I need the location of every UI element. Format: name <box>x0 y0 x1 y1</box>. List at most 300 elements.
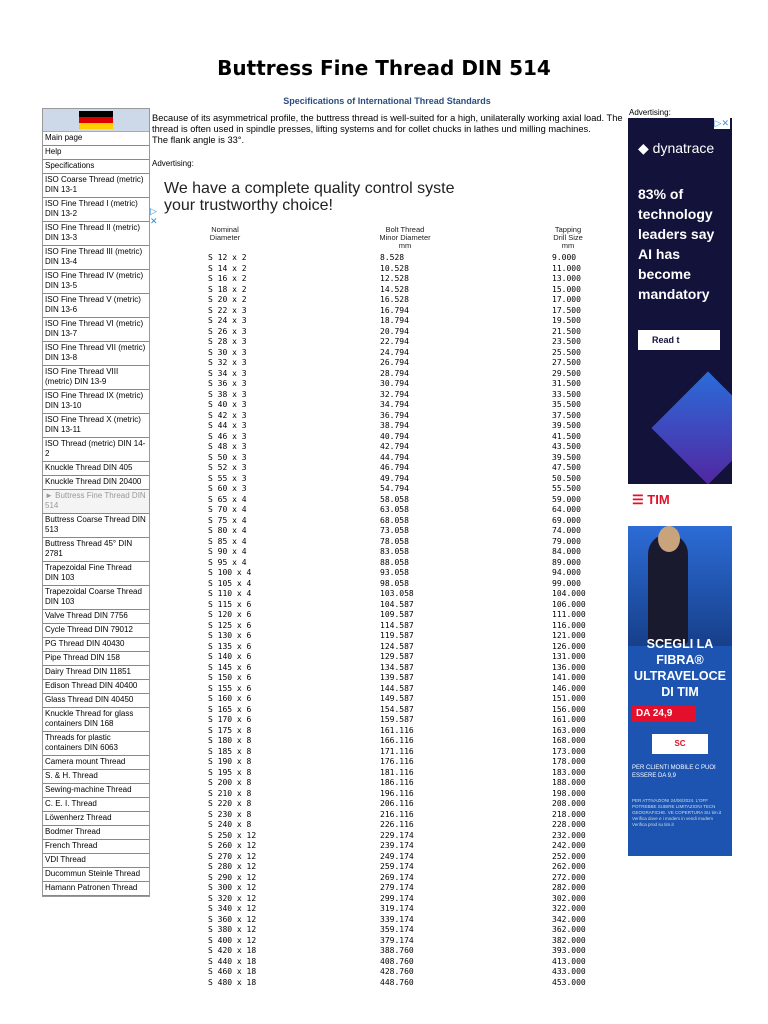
drill-size-cell: 41.500 <box>552 431 581 441</box>
minor-diameter-cell: 359.174 <box>380 925 414 934</box>
nominal-diameter-cell: S 420 x 18 <box>208 946 257 955</box>
minor-diameter-cell: 161.116 <box>380 725 414 735</box>
table-row <box>150 579 624 590</box>
tim-price-badge: DA 24,9 <box>632 706 696 722</box>
minor-diameter-cell: 93.058 <box>380 568 409 577</box>
sidebar-item[interactable]: Sewing-machine Thread <box>43 784 149 798</box>
nominal-diameter-cell: S 40 x 3 <box>208 400 247 409</box>
table-row <box>150 621 624 632</box>
tim-headline: SCEGLI LA FIBRA® ULTRAVELOCE DI TIM <box>634 637 726 699</box>
minor-diameter-cell: 279.174 <box>380 883 414 892</box>
minor-diameter-cell: 181.116 <box>380 767 414 777</box>
sidebar-item[interactable]: ISO Fine Thread IX (metric) DIN 13-10 <box>43 390 149 414</box>
drill-size-cell: 382.000 <box>552 935 586 945</box>
nominal-diameter-cell: S 95 x 4 <box>208 557 247 567</box>
nominal-diameter-cell: S 170 x 6 <box>208 715 252 724</box>
nominal-diameter-cell: S 44 x 3 <box>208 421 247 430</box>
sidebar-item[interactable]: ISO Fine Thread VIII (metric) DIN 13-9 <box>43 366 149 390</box>
drill-size-cell: 27.500 <box>552 358 581 367</box>
table-row <box>150 558 624 569</box>
drill-size-cell: 178.000 <box>552 757 586 766</box>
nominal-diameter-cell: S 220 x 8 <box>208 799 252 808</box>
sidebar-item[interactable]: Cycle Thread DIN 79012 <box>43 624 149 638</box>
nominal-diameter-cell: S 480 x 18 <box>208 977 257 987</box>
table-row <box>150 841 624 852</box>
minor-diameter-cell: 30.794 <box>380 379 409 388</box>
table-row <box>150 264 624 275</box>
table-row <box>150 442 624 453</box>
nominal-diameter-cell: S 80 x 4 <box>208 526 247 535</box>
nominal-diameter-cell: S 120 x 6 <box>208 610 252 619</box>
col-header-drill-size: Tapping Drill Size mm <box>553 225 583 250</box>
nominal-diameter-cell: S 400 x 12 <box>208 935 257 945</box>
table-row <box>150 589 624 600</box>
table-row <box>150 568 624 579</box>
sidebar-item[interactable]: VDI Thread <box>43 854 149 868</box>
sidebar-item[interactable]: Threads for plastic containers DIN 6063 <box>43 732 149 756</box>
table-row <box>150 610 624 621</box>
nominal-diameter-cell: S 28 x 3 <box>208 337 247 346</box>
nominal-diameter-cell: S 460 x 18 <box>208 967 257 976</box>
drill-size-cell: 228.000 <box>552 820 586 829</box>
table-row <box>150 390 624 401</box>
nominal-diameter-cell: S 20 x 2 <box>208 295 247 304</box>
minor-diameter-cell: 119.587 <box>380 631 414 640</box>
nominal-diameter-cell: S 360 x 12 <box>208 914 257 924</box>
minor-diameter-cell: 109.587 <box>380 610 414 619</box>
drill-size-cell: 242.000 <box>552 841 586 850</box>
tim-header <box>628 486 732 526</box>
drill-size-cell: 31.500 <box>552 379 581 388</box>
sidebar-item[interactable]: ISO Fine Thread I (metric) DIN 13-2 <box>43 198 149 222</box>
nominal-diameter-cell: S 340 x 12 <box>208 904 257 913</box>
nominal-diameter-cell: S 135 x 6 <box>208 641 252 651</box>
table-row <box>150 810 624 821</box>
drill-size-cell: 69.000 <box>552 515 581 525</box>
sidebar-item[interactable]: C. E. I. Thread <box>43 798 149 812</box>
minor-diameter-cell: 319.174 <box>380 904 414 913</box>
sidebar-item[interactable]: Glass Thread DIN 40450 <box>43 694 149 708</box>
dynatrace-headline: 83% of technology leaders say AI has become mandatory <box>638 186 715 302</box>
nominal-diameter-cell: S 200 x 8 <box>208 778 252 787</box>
sidebar-item[interactable]: Knuckle Thread for glass containers DIN 168 <box>43 708 149 732</box>
sidebar-item[interactable]: Trapezoidal Coarse Thread DIN 103 <box>43 586 149 610</box>
adchoices-close-icon[interactable]: ▷✕ <box>714 118 729 128</box>
drill-size-cell: 79.000 <box>552 536 581 546</box>
table-row <box>150 369 624 380</box>
minor-diameter-cell: 129.587 <box>380 652 414 661</box>
drill-size-cell: 453.000 <box>552 977 586 987</box>
minor-diameter-cell: 216.116 <box>380 809 414 819</box>
nominal-diameter-cell: S 440 x 18 <box>208 956 257 966</box>
sidebar-nav <box>42 108 150 897</box>
drill-size-cell: 39.500 <box>552 452 581 462</box>
language-flag-bar <box>43 109 149 132</box>
minor-diameter-cell: 34.794 <box>380 400 409 409</box>
drill-size-cell: 11.000 <box>552 263 581 273</box>
nominal-diameter-cell: S 34 x 3 <box>208 368 247 378</box>
sidebar-item[interactable]: Specifications <box>43 160 149 174</box>
drill-size-cell: 168.000 <box>552 736 586 745</box>
intro-paragraph: Because of its asymmetrical profile, the buttress thread is well-suited for a high, unilaterally working axial load. The thread is often used in spindle presses, lifting systems and for collet chucks in lathes und milling machines. <box>152 113 623 134</box>
minor-diameter-cell: 379.174 <box>380 935 414 945</box>
nominal-diameter-cell: S 260 x 12 <box>208 841 257 850</box>
drill-size-cell: 173.000 <box>552 746 586 756</box>
table-row <box>150 663 624 674</box>
drill-size-cell: 19.500 <box>552 316 581 325</box>
drill-size-cell: 35.500 <box>552 400 581 409</box>
drill-size-cell: 198.000 <box>552 788 586 798</box>
page-subtitle: Specifications of International Thread Standards <box>283 96 491 106</box>
minor-diameter-cell: 159.587 <box>380 715 414 724</box>
minor-diameter-cell: 144.587 <box>380 683 414 693</box>
table-row <box>150 747 624 758</box>
nominal-diameter-cell: S 160 x 6 <box>208 694 252 703</box>
sidebar-item[interactable]: Main page <box>43 132 149 146</box>
minor-diameter-cell: 83.058 <box>380 547 409 556</box>
thread-table <box>150 253 624 988</box>
drill-size-cell: 59.000 <box>552 494 581 504</box>
table-row <box>150 505 624 516</box>
table-row <box>150 421 624 432</box>
nominal-diameter-cell: S 155 x 6 <box>208 683 252 693</box>
sidebar-item[interactable]: ISO Fine Thread VII (metric) DIN 13-8 <box>43 342 149 366</box>
sidebar-item[interactable]: ISO Fine Thread VI (metric) DIN 13-7 <box>43 318 149 342</box>
minor-diameter-cell: 73.058 <box>380 526 409 535</box>
page-title: Buttress Fine Thread DIN 514 <box>217 56 551 80</box>
drill-size-cell: 342.000 <box>552 914 586 924</box>
minor-diameter-cell: 68.058 <box>380 515 409 525</box>
minor-diameter-cell: 299.174 <box>380 893 414 903</box>
drill-size-cell: 262.000 <box>552 862 586 871</box>
col-header-minor-diameter: Bolt Thread Minor Diameter mm <box>379 225 431 250</box>
drill-size-cell: 17.000 <box>552 295 581 304</box>
nominal-diameter-cell: S 52 x 3 <box>208 463 247 472</box>
table-row <box>150 789 624 800</box>
nominal-diameter-cell: S 14 x 2 <box>208 263 247 273</box>
minor-diameter-cell: 388.760 <box>380 946 414 955</box>
table-row <box>150 327 624 338</box>
nominal-diameter-cell: S 46 x 3 <box>208 431 247 441</box>
sidebar-item[interactable]: Knuckle Thread DIN 405 <box>43 462 149 476</box>
drill-size-cell: 9.000 <box>552 253 577 262</box>
table-row <box>150 736 624 747</box>
table-row <box>150 715 624 726</box>
table-row <box>150 705 624 716</box>
drill-size-cell: 17.500 <box>552 305 581 315</box>
minor-diameter-cell: 171.116 <box>380 746 414 756</box>
nominal-diameter-cell: S 280 x 12 <box>208 862 257 871</box>
nominal-diameter-cell: S 210 x 8 <box>208 788 252 798</box>
sidebar-item[interactable]: ISO Fine Thread X (metric) DIN 13-11 <box>43 414 149 438</box>
advertising-label-right: Advertising: <box>629 108 671 117</box>
drill-size-cell: 89.000 <box>552 557 581 567</box>
table-row <box>150 925 624 936</box>
table-row <box>150 295 624 306</box>
sidebar-item[interactable]: ISO Fine Thread III (metric) DIN 13-4 <box>43 246 149 270</box>
table-row <box>150 516 624 527</box>
nominal-diameter-cell: S 380 x 12 <box>208 925 257 934</box>
sidebar-item[interactable]: Hamann Patronen Thread <box>43 882 149 896</box>
banner-ad-line-1[interactable]: We have a complete quality control syste <box>164 180 455 197</box>
minor-diameter-cell: 14.528 <box>380 284 409 294</box>
nominal-diameter-cell: S 60 x 3 <box>208 484 247 493</box>
minor-diameter-cell: 149.587 <box>380 694 414 703</box>
nominal-diameter-cell: S 90 x 4 <box>208 547 247 556</box>
table-row <box>150 946 624 957</box>
minor-diameter-cell: 104.587 <box>380 599 414 609</box>
minor-diameter-cell: 176.116 <box>380 757 414 766</box>
minor-diameter-cell: 8.528 <box>380 253 405 262</box>
drill-size-cell: 64.000 <box>552 505 581 514</box>
minor-diameter-cell: 239.174 <box>380 841 414 850</box>
drill-size-cell: 282.000 <box>552 883 586 892</box>
table-row <box>150 274 624 285</box>
sidebar-list <box>43 132 149 896</box>
drill-size-cell: 126.000 <box>552 641 586 651</box>
drill-size-cell: 111.000 <box>552 610 586 619</box>
sidebar-item[interactable]: Buttress Thread 45° DIN 2781 <box>43 538 149 562</box>
nominal-diameter-cell: S 230 x 8 <box>208 809 252 819</box>
drill-size-cell: 15.000 <box>552 284 581 294</box>
minor-diameter-cell: 186.116 <box>380 778 414 787</box>
dynatrace-cta-button[interactable]: Read t <box>638 330 720 350</box>
drill-size-cell: 136.000 <box>552 662 586 672</box>
minor-diameter-cell: 44.794 <box>380 452 409 462</box>
table-row <box>150 768 624 779</box>
table-row <box>150 673 624 684</box>
table-row <box>150 316 624 327</box>
table-row <box>150 967 624 978</box>
table-row <box>150 820 624 831</box>
drill-size-cell: 33.500 <box>552 389 581 399</box>
table-row <box>150 631 624 642</box>
drill-size-cell: 252.000 <box>552 851 586 861</box>
minor-diameter-cell: 63.058 <box>380 505 409 514</box>
sidebar-item[interactable]: ► Buttress Fine Thread DIN 514 <box>43 490 149 514</box>
german-flag-icon[interactable] <box>79 111 113 129</box>
table-row <box>150 547 624 558</box>
flank-angle-text: The flank angle is 33°. <box>152 135 245 145</box>
table-row <box>150 411 624 422</box>
minor-diameter-cell: 32.794 <box>380 389 409 399</box>
nominal-diameter-cell: S 175 x 8 <box>208 725 252 735</box>
tim-ad[interactable] <box>628 486 732 856</box>
cube-graphic-icon <box>651 371 732 484</box>
minor-diameter-cell: 339.174 <box>380 914 414 924</box>
nominal-diameter-cell: S 125 x 6 <box>208 620 252 630</box>
table-row <box>150 883 624 894</box>
drill-size-cell: 302.000 <box>552 893 586 903</box>
sidebar-item[interactable]: PG Thread DIN 40430 <box>43 638 149 652</box>
sidebar-item[interactable]: Ducommun Steinle Thread <box>43 868 149 882</box>
minor-diameter-cell: 18.794 <box>380 316 409 325</box>
sidebar-item[interactable]: Knuckle Thread DIN 20400 <box>43 476 149 490</box>
tim-legal-text: PER ATTIVAZIONI 24/06/2024. L'OFF POTREBBE SUBIRE LIMITAZIONI TECN GEOGRAFICHE. VE COPERTURA SU tim.it Verifica dove e i modem in vendi modem Verifica prod su tim.it <box>632 798 722 827</box>
minor-diameter-cell: 88.058 <box>380 557 409 567</box>
sidebar-item[interactable]: Buttress Coarse Thread DIN 513 <box>43 514 149 538</box>
drill-size-cell: 84.000 <box>552 547 581 556</box>
drill-size-cell: 37.500 <box>552 410 581 420</box>
sidebar-item[interactable]: Dairy Thread DIN 11851 <box>43 666 149 680</box>
drill-size-cell: 183.000 <box>552 767 586 777</box>
minor-diameter-cell: 16.528 <box>380 295 409 304</box>
dynatrace-logo: ◆ dynatrace <box>638 140 715 156</box>
drill-size-cell: 322.000 <box>552 904 586 913</box>
sidebar-item[interactable]: ISO Fine Thread V (metric) DIN 13-6 <box>43 294 149 318</box>
nominal-diameter-cell: S 24 x 3 <box>208 316 247 325</box>
sidebar-item[interactable]: French Thread <box>43 840 149 854</box>
sidebar-item[interactable]: Pipe Thread DIN 158 <box>43 652 149 666</box>
table-row <box>150 348 624 359</box>
nominal-diameter-cell: S 130 x 6 <box>208 631 252 640</box>
drill-size-cell: 13.000 <box>552 274 581 283</box>
sidebar-item[interactable]: ISO Fine Thread IV (metric) DIN 13-5 <box>43 270 149 294</box>
nominal-diameter-cell: S 18 x 2 <box>208 284 247 294</box>
tim-cta-button[interactable]: SC <box>652 734 708 754</box>
minor-diameter-cell: 49.794 <box>380 473 409 483</box>
drill-size-cell: 99.000 <box>552 578 581 588</box>
drill-size-cell: 121.000 <box>552 631 586 640</box>
advertising-label: Advertising: <box>152 159 194 168</box>
nominal-diameter-cell: S 300 x 12 <box>208 883 257 892</box>
drill-size-cell: 104.000 <box>552 589 586 598</box>
drill-size-cell: 146.000 <box>552 683 586 693</box>
sidebar-item[interactable]: Trapezoidal Fine Thread DIN 103 <box>43 562 149 586</box>
banner-ad-line-2[interactable]: your trustworthy choice! <box>164 197 333 214</box>
nominal-diameter-cell: S 180 x 8 <box>208 736 252 745</box>
table-row <box>150 904 624 915</box>
minor-diameter-cell: 196.116 <box>380 788 414 798</box>
drill-size-cell: 362.000 <box>552 925 586 934</box>
nominal-diameter-cell: S 190 x 8 <box>208 757 252 766</box>
nominal-diameter-cell: S 270 x 12 <box>208 851 257 861</box>
drill-size-cell: 29.500 <box>552 368 581 378</box>
drill-size-cell: 393.000 <box>552 946 586 955</box>
minor-diameter-cell: 428.760 <box>380 967 414 976</box>
nominal-diameter-cell: S 85 x 4 <box>208 536 247 546</box>
minor-diameter-cell: 20.794 <box>380 326 409 336</box>
minor-diameter-cell: 103.058 <box>380 589 414 598</box>
text-banner-ad[interactable] <box>150 170 464 226</box>
drill-size-cell: 74.000 <box>552 526 581 535</box>
nominal-diameter-cell: S 70 x 4 <box>208 505 247 514</box>
minor-diameter-cell: 124.587 <box>380 641 414 651</box>
nominal-diameter-cell: S 30 x 3 <box>208 347 247 357</box>
table-row <box>150 453 624 464</box>
minor-diameter-cell: 98.058 <box>380 578 409 588</box>
nominal-diameter-cell: S 36 x 3 <box>208 379 247 388</box>
tim-logo: ☰ TIM <box>632 492 670 507</box>
sidebar-item[interactable]: ISO Coarse Thread (metric) DIN 13-1 <box>43 174 149 198</box>
minor-diameter-cell: 114.587 <box>380 620 414 630</box>
nominal-diameter-cell: S 150 x 6 <box>208 673 252 682</box>
table-row <box>150 873 624 884</box>
table-row <box>150 337 624 348</box>
nominal-diameter-cell: S 26 x 3 <box>208 326 247 336</box>
table-row <box>150 474 624 485</box>
minor-diameter-cell: 42.794 <box>380 442 409 451</box>
drill-size-cell: 163.000 <box>552 725 586 735</box>
drill-size-cell: 47.500 <box>552 463 581 472</box>
table-row <box>150 915 624 926</box>
sidebar-item[interactable]: Bodmer Thread <box>43 826 149 840</box>
table-row <box>150 726 624 737</box>
minor-diameter-cell: 78.058 <box>380 536 409 546</box>
drill-size-cell: 21.500 <box>552 326 581 336</box>
nominal-diameter-cell: S 240 x 8 <box>208 820 252 829</box>
table-row <box>150 862 624 873</box>
drill-size-cell: 156.000 <box>552 704 586 714</box>
table-row <box>150 600 624 611</box>
nominal-diameter-cell: S 50 x 3 <box>208 452 247 462</box>
table-row <box>150 463 624 474</box>
table-row <box>150 684 624 695</box>
table-row <box>150 694 624 705</box>
drill-size-cell: 43.500 <box>552 442 581 451</box>
minor-diameter-cell: 26.794 <box>380 358 409 367</box>
sidebar-item[interactable]: S. & H. Thread <box>43 770 149 784</box>
sidebar-item[interactable]: ISO Thread (metric) DIN 14-2 <box>43 438 149 462</box>
sidebar-item[interactable]: Help <box>43 146 149 160</box>
table-row <box>150 484 624 495</box>
nominal-diameter-cell: S 75 x 4 <box>208 515 247 525</box>
nominal-diameter-cell: S 38 x 3 <box>208 389 247 399</box>
minor-diameter-cell: 36.794 <box>380 410 409 420</box>
minor-diameter-cell: 269.174 <box>380 872 414 882</box>
sidebar-item[interactable]: Löwenherz Thread <box>43 812 149 826</box>
sidebar-item[interactable]: Valve Thread DIN 7756 <box>43 610 149 624</box>
table-row <box>150 495 624 506</box>
sidebar-item[interactable]: ISO Fine Thread II (metric) DIN 13-3 <box>43 222 149 246</box>
table-row <box>150 400 624 411</box>
nominal-diameter-cell: S 16 x 2 <box>208 274 247 283</box>
nominal-diameter-cell: S 165 x 6 <box>208 704 252 714</box>
minor-diameter-cell: 259.174 <box>380 862 414 871</box>
table-row <box>150 852 624 863</box>
drill-size-cell: 433.000 <box>552 967 586 976</box>
drill-size-cell: 131.000 <box>552 652 586 661</box>
drill-size-cell: 151.000 <box>552 694 586 703</box>
minor-diameter-cell: 12.528 <box>380 274 409 283</box>
table-row <box>150 957 624 968</box>
drill-size-cell: 25.500 <box>552 347 581 357</box>
table-row <box>150 642 624 653</box>
adchoices-icon[interactable]: ▷ <box>150 206 157 216</box>
drill-size-cell: 23.500 <box>552 337 581 346</box>
minor-diameter-cell: 408.760 <box>380 956 414 966</box>
minor-diameter-cell: 249.174 <box>380 851 414 861</box>
minor-diameter-cell: 46.794 <box>380 463 409 472</box>
drill-size-cell: 94.000 <box>552 568 581 577</box>
drill-size-cell: 232.000 <box>552 830 586 840</box>
drill-size-cell: 161.000 <box>552 715 586 724</box>
minor-diameter-cell: 206.116 <box>380 799 414 808</box>
nominal-diameter-cell: S 12 x 2 <box>208 253 247 262</box>
minor-diameter-cell: 226.116 <box>380 820 414 829</box>
minor-diameter-cell: 229.174 <box>380 830 414 840</box>
minor-diameter-cell: 166.116 <box>380 736 414 745</box>
minor-diameter-cell: 16.794 <box>380 305 409 315</box>
minor-diameter-cell: 28.794 <box>380 368 409 378</box>
sidebar-item[interactable]: Edison Thread DIN 40400 <box>43 680 149 694</box>
tim-small-text: PER CLIENTI MOBILE C PUOI ESSERE DA 9,9 <box>632 765 716 779</box>
close-icon[interactable]: ✕ <box>150 216 158 226</box>
sidebar-item[interactable]: Camera mount Thread <box>43 756 149 770</box>
col-header-nominal: Nominal Diameter <box>209 225 241 242</box>
minor-diameter-cell: 58.058 <box>380 494 409 504</box>
dynatrace-ad[interactable] <box>628 118 732 484</box>
